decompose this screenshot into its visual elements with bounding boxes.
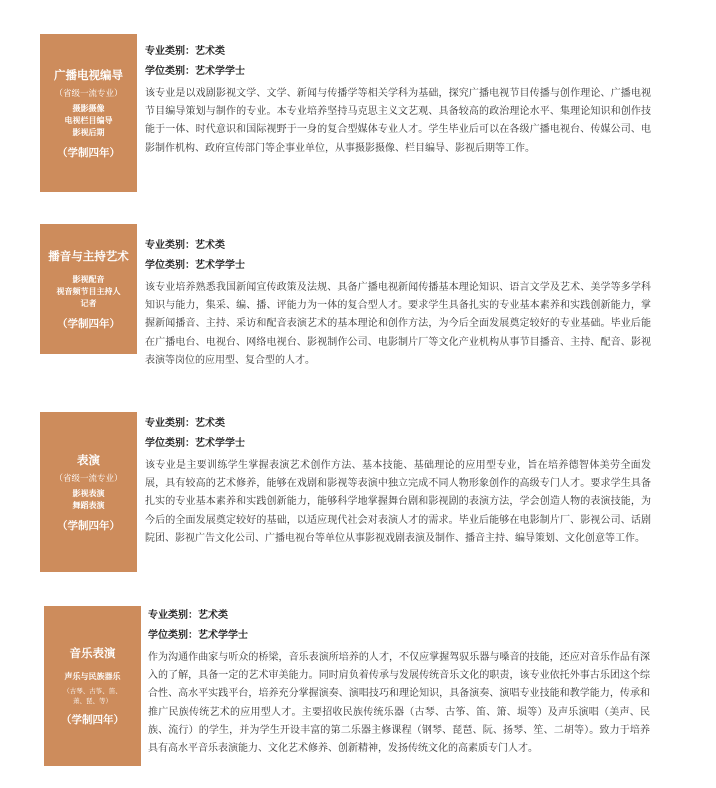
major-years: （学制四年） xyxy=(57,519,120,532)
degree-value: 艺术学学士 xyxy=(195,66,245,77)
degree-label: 学位类别： xyxy=(148,630,198,641)
major-direction: 影视后期 xyxy=(72,127,105,137)
category-value: 艺术类 xyxy=(198,610,228,621)
major-years: （学制四年） xyxy=(57,317,120,330)
major-direction: 影视表演 xyxy=(72,488,105,498)
major-years: （学制四年） xyxy=(57,146,120,159)
major-direction: 电视栏目编导 xyxy=(64,115,113,125)
major-level-badge: （省级一流专业） xyxy=(54,88,123,99)
category-label: 专业类别： xyxy=(145,418,195,429)
major-info-music-performance xyxy=(148,606,650,758)
major-direction-note: （古琴、古筝、笛、 xyxy=(63,687,122,695)
major-direction: 视音频节目主持人 xyxy=(56,286,121,296)
major-card-music-performance xyxy=(44,606,141,766)
degree-label: 学位类别： xyxy=(145,260,195,271)
category-row xyxy=(148,606,650,626)
major-direction: 影视配音 xyxy=(72,274,105,284)
degree-row xyxy=(145,434,651,454)
major-direction: 摄影摄像 xyxy=(72,103,105,113)
major-description: 该专业是主要训练学生掌握表演艺术创作方法、基本技能、基础理论的应用型专业，旨在培养德智体美劳全面发展，具有较高的艺术修养，能够在戏剧和影视等表演中独立完成不同人物形象创作的高级专门人才。要求学生具备扎实的专业基本素养和实践创新能力，能够科学地掌握舞台剧和影视剧的表演方法，学会创造人物的表演技能，为今后的全面发展奠定较好的基础，以适应现代社会对表演人才的需求。毕业后能够在电影制片厂、影视公司、话剧院团、影视广告文化公司、广播电视台等单位从事影视戏剧表演及制作、播音主持、编导策划、文化创意等工作。 xyxy=(145,460,651,544)
major-direction: 声乐与民族器乐 xyxy=(64,672,121,681)
major-level-badge: （省级一流专业） xyxy=(54,473,123,484)
degree-value: 艺术学学士 xyxy=(198,630,248,641)
degree-row xyxy=(145,62,651,82)
major-description: 该专业是以戏剧影视文学、文学、新闻与传播学等相关学科为基础，探究广播电视节目传播与创作理论、广播电视节目编导策划与制作的专业。本专业培养坚持马克思主义文艺观、具备较高的政治理论水平、集理论知识和创作技能于一体、时代意识和国际视野于一身的复合型媒体专业人才。学生毕业后可以在各级广播电视台、传媒公司、电影制作机构、政府宣传部门等企事业单位，从事摄影摄像、栏目编导、影视后期等工作。 xyxy=(145,88,651,154)
category-value: 艺术类 xyxy=(195,418,225,429)
major-description: 该专业培养熟悉我国新闻宣传政策及法规、具备广播电视新闻传播基本理论知识、语言文学及艺术、美学等多学科知识与能力，集采、编、播、评能力为一体的复合型人才。要求学生具备扎实的专业基本素养和实践创新能力，掌握新闻播音、主持、采访和配音表演艺术的基本理论和创作方法，为今后全面发展奠定较好的专业基础。毕业后能在广播电台、电视台、网络电视台、影视制作公司、电影制片厂等文化产业机构从事节目播音、主持、配音、影视表演等岗位的应用型、复合型的人才。 xyxy=(145,282,651,366)
degree-value: 艺术学学士 xyxy=(195,260,245,271)
major-card-announcing-hosting xyxy=(40,224,137,354)
major-info-performance xyxy=(145,414,651,548)
degree-label: 学位类别： xyxy=(145,438,195,449)
category-row xyxy=(145,42,651,62)
major-info-announcing-hosting xyxy=(145,236,651,370)
major-info-broadcast-directing xyxy=(145,42,651,158)
degree-value: 艺术学学士 xyxy=(195,438,245,449)
major-title: 音乐表演 xyxy=(69,646,116,660)
category-label: 专业类别： xyxy=(148,610,198,621)
category-value: 艺术类 xyxy=(195,46,225,57)
degree-row xyxy=(148,626,650,646)
major-title: 广播电视编导 xyxy=(54,67,123,82)
degree-row xyxy=(145,256,651,276)
major-direction-note: 萧、琵、等） xyxy=(73,697,112,705)
major-description: 作为沟通作曲家与听众的桥梁，音乐表演所培养的人才，不仅应掌握驾驭乐器与嗓音的技能，还应对音乐作品有深入的了解，具备一定的艺术审美能力。同时肩负着传承与发展传统音乐文化的职责，该专业依托外事古乐团这个综合性、高水平实践平台，培养充分掌握演奏、演唱技巧和理论知识，具备演奏、演唱专业技能和教学能力，传承和推广民族传统艺术的应用型人才。主要招收民族传统乐器（古琴、古筝、笛、箫、埙等）及声乐演唱（美声、民族、流行）的学生，并为学生开设丰富的第二乐器主修课程（钢琴、琵琶、阮、扬琴、笙、二胡等）。致力于培养具有高水平音乐表演能力、文化艺术修养、创新精神，发扬传统文化的高素质专门人才。 xyxy=(148,652,650,755)
category-label: 专业类别： xyxy=(145,240,195,251)
category-row xyxy=(145,414,651,434)
major-years: （学制四年） xyxy=(61,714,124,726)
major-card-performance xyxy=(40,412,137,572)
category-value: 艺术类 xyxy=(195,240,225,251)
degree-label: 学位类别： xyxy=(145,66,195,77)
major-direction: 记者 xyxy=(80,298,97,308)
major-title: 播音与主持艺术 xyxy=(48,248,129,263)
major-card-broadcast-directing xyxy=(40,34,137,192)
major-direction: 舞蹈表演 xyxy=(72,500,105,510)
category-label: 专业类别： xyxy=(145,46,195,57)
category-row xyxy=(145,236,651,256)
major-title: 表演 xyxy=(77,452,100,467)
